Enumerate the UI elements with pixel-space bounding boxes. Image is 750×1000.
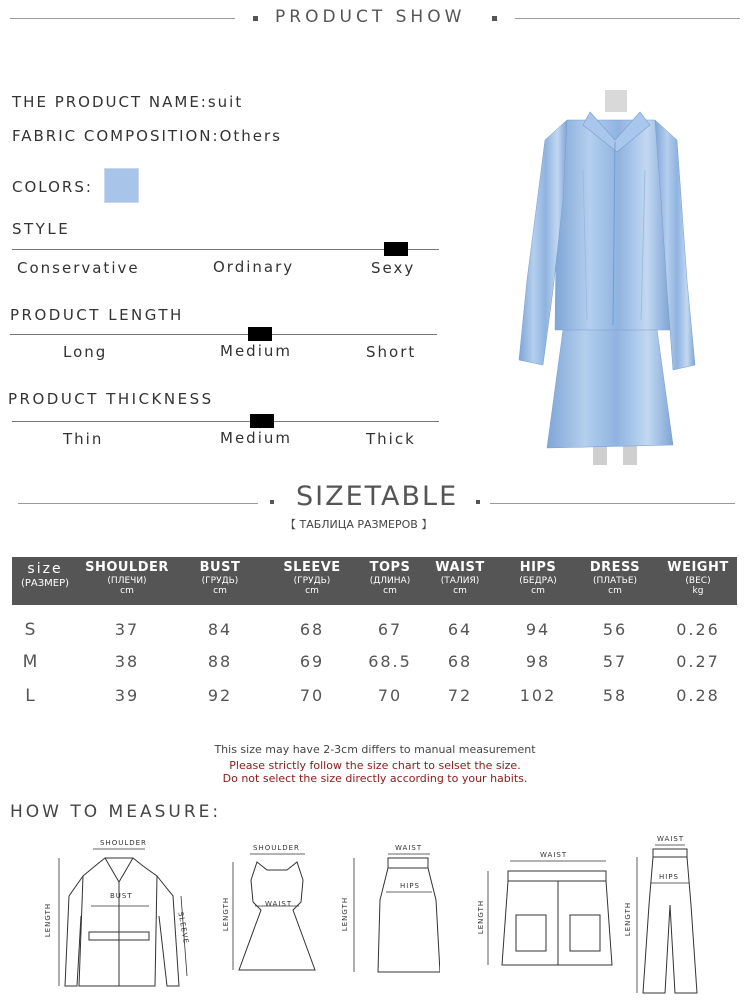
measure-figure-shorts [476,845,616,985]
fabric-composition [12,127,282,145]
col-shoulder-ru: (ПЛЕЧИ) [107,576,147,586]
shorts-length-label: LENGTH [477,899,486,935]
measure-title: HOW TO MEASURE: [10,802,222,822]
col-sleeve-unit: cm [305,586,319,596]
thickness-scale-line [12,421,439,422]
size-label-cell: L [25,686,37,706]
skirt-hips-label: HIPS [400,882,420,890]
col-bust-ru: (ГРУДЬ) [201,576,239,586]
table-cell: 70 [377,686,403,705]
col-waist-ru: (ТАЛИЯ) [440,576,480,586]
length-scale-line [10,334,437,335]
style-option-conservative: Conservative [17,259,140,277]
col-waist-unit: cm [453,586,467,596]
table-cell: 69 [299,652,325,671]
col-shoulder-name: SHOULDER [85,560,169,575]
table-cell: 57 [602,652,628,671]
style-scale-line [12,249,439,250]
col-weight-unit: kg [692,586,704,596]
sizetable-dot-left [270,500,274,504]
thickness-title: PRODUCT THICKNESS [8,390,214,408]
thickness-option-thick: Thick [366,430,416,448]
col-dress [577,557,653,605]
table-cell: 0.26 [676,620,720,639]
col-hips-ru: (БЕДРА) [519,576,557,586]
style-title: STYLE [12,220,71,238]
thickness-option-thin: Thin [63,430,104,448]
col-weight-name: WEIGHT [667,560,729,575]
col-tops-unit: cm [383,586,397,596]
jacket-shoulder-label: SHOULDER [100,839,147,847]
table-cell: 0.27 [676,652,720,671]
pants-length-label: LENGTH [624,901,633,937]
shorts-waist-label: WAIST [540,851,568,859]
table-cell: 68 [299,620,325,639]
length-option-medium: Medium [220,342,292,360]
table-cell: 58 [602,686,628,705]
product-photo [505,80,700,470]
table-cell: 64 [447,620,473,639]
header-rule-right [515,18,740,19]
col-bust [180,557,260,605]
col-bust-unit: cm [213,586,227,596]
table-cell: 98 [525,652,551,671]
col-weight-ru: (ВЕС) [685,576,711,586]
col-tops-name: TOPS [369,560,411,575]
sizetable-dot-right [476,500,480,504]
jacket-length-label: LENGTH [44,902,53,938]
header-title: PRODUCT SHOW [275,7,466,27]
col-tops-ru: (ДЛИНА) [369,576,411,586]
table-cell: 67 [377,620,403,639]
note-follow-chart: Please strictly follow the size chart to selset the size. [229,759,521,772]
measure-figure-dress [215,840,325,990]
table-cell: 68.5 [368,652,412,671]
color-swatch[interactable] [104,168,139,203]
table-cell: 88 [207,652,233,671]
size-label-cell: S [24,620,38,640]
dress-waist-label: WAIST [265,900,293,908]
fabric-label: FABRIC COMPOSITION: [12,127,220,145]
col-dress-ru: (ПЛАТЬЕ) [592,576,638,586]
col-shoulder [82,557,172,605]
table-cell: 0.28 [676,686,720,705]
col-size-ru: (РАЗМЕР) [20,578,70,589]
product-name: THE PRODUCT NAME:suit [12,93,244,111]
measure-figure-skirt [340,840,440,990]
skirt-length-label: LENGTH [341,896,350,932]
dress-length-label: LENGTH [222,896,231,932]
dress-shoulder-label: SHOULDER [253,844,300,852]
col-waist [424,557,496,605]
length-title: PRODUCT LENGTH [10,306,184,324]
table-cell: 37 [114,620,140,639]
size-table-header [12,557,737,605]
sizetable-title: SIZETABLE [296,481,459,512]
table-cell: 84 [207,620,233,639]
table-cell: 94 [525,620,551,639]
table-cell: 72 [447,686,473,705]
col-hips-name: HIPS [519,560,557,575]
length-option-short: Short [366,343,417,361]
pants-hips-label: HIPS [659,873,679,881]
table-cell: 56 [602,620,628,639]
measure-figure-jacket [45,836,205,996]
table-cell: 39 [114,686,140,705]
col-sleeve [272,557,352,605]
skirt-waist-label: WAIST [395,844,423,852]
col-hips [502,557,574,605]
colors-label: COLORS: [12,178,93,196]
col-hips-unit: cm [531,586,545,596]
header-dot-left [253,16,258,21]
jacket-sleeve-label: SLEEVE [176,911,190,945]
col-size-name: size [27,561,63,577]
note-habits: Do not select the size directly according to your habits. [222,772,528,785]
note-measurement: This size may have 2-3cm differs to manual measurement [214,743,536,756]
col-dress-unit: cm [608,586,622,596]
table-cell: 70 [299,686,325,705]
pants-waist-label: WAIST [657,835,685,843]
fabric-value: Others [219,127,282,145]
size-label-cell: M [22,652,40,672]
length-option-long: Long [63,343,108,361]
sizetable-subtitle: 【 ТАБЛИЦА РАЗМЕРОВ 】 [285,518,433,531]
col-sleeve-ru: (ГРУДЬ) [293,576,331,586]
thickness-option-medium: Medium [220,429,292,447]
sizetable-rule-left [18,503,258,504]
table-cell: 68 [447,652,473,671]
style-option-sexy: Sexy [371,259,416,277]
table-cell: 102 [519,686,557,705]
header-dot-right [492,16,497,21]
table-cell: 38 [114,652,140,671]
col-sleeve-name: SLEEVE [283,560,341,575]
length-marker [248,327,272,341]
col-size [12,557,78,605]
col-dress-name: DRESS [589,560,641,575]
style-marker [384,242,408,256]
thickness-marker [250,414,274,428]
col-weight [660,557,736,605]
measure-figure-pants [625,835,705,995]
style-option-ordinary: Ordinary [213,258,295,276]
col-waist-name: WAIST [435,560,485,575]
header-rule-left [10,18,235,19]
table-cell: 92 [207,686,233,705]
col-tops [352,557,428,605]
col-shoulder-unit: cm [120,586,134,596]
sizetable-rule-right [490,503,735,504]
col-bust-name: BUST [199,560,241,575]
jacket-bust-label: BUST [110,892,133,900]
